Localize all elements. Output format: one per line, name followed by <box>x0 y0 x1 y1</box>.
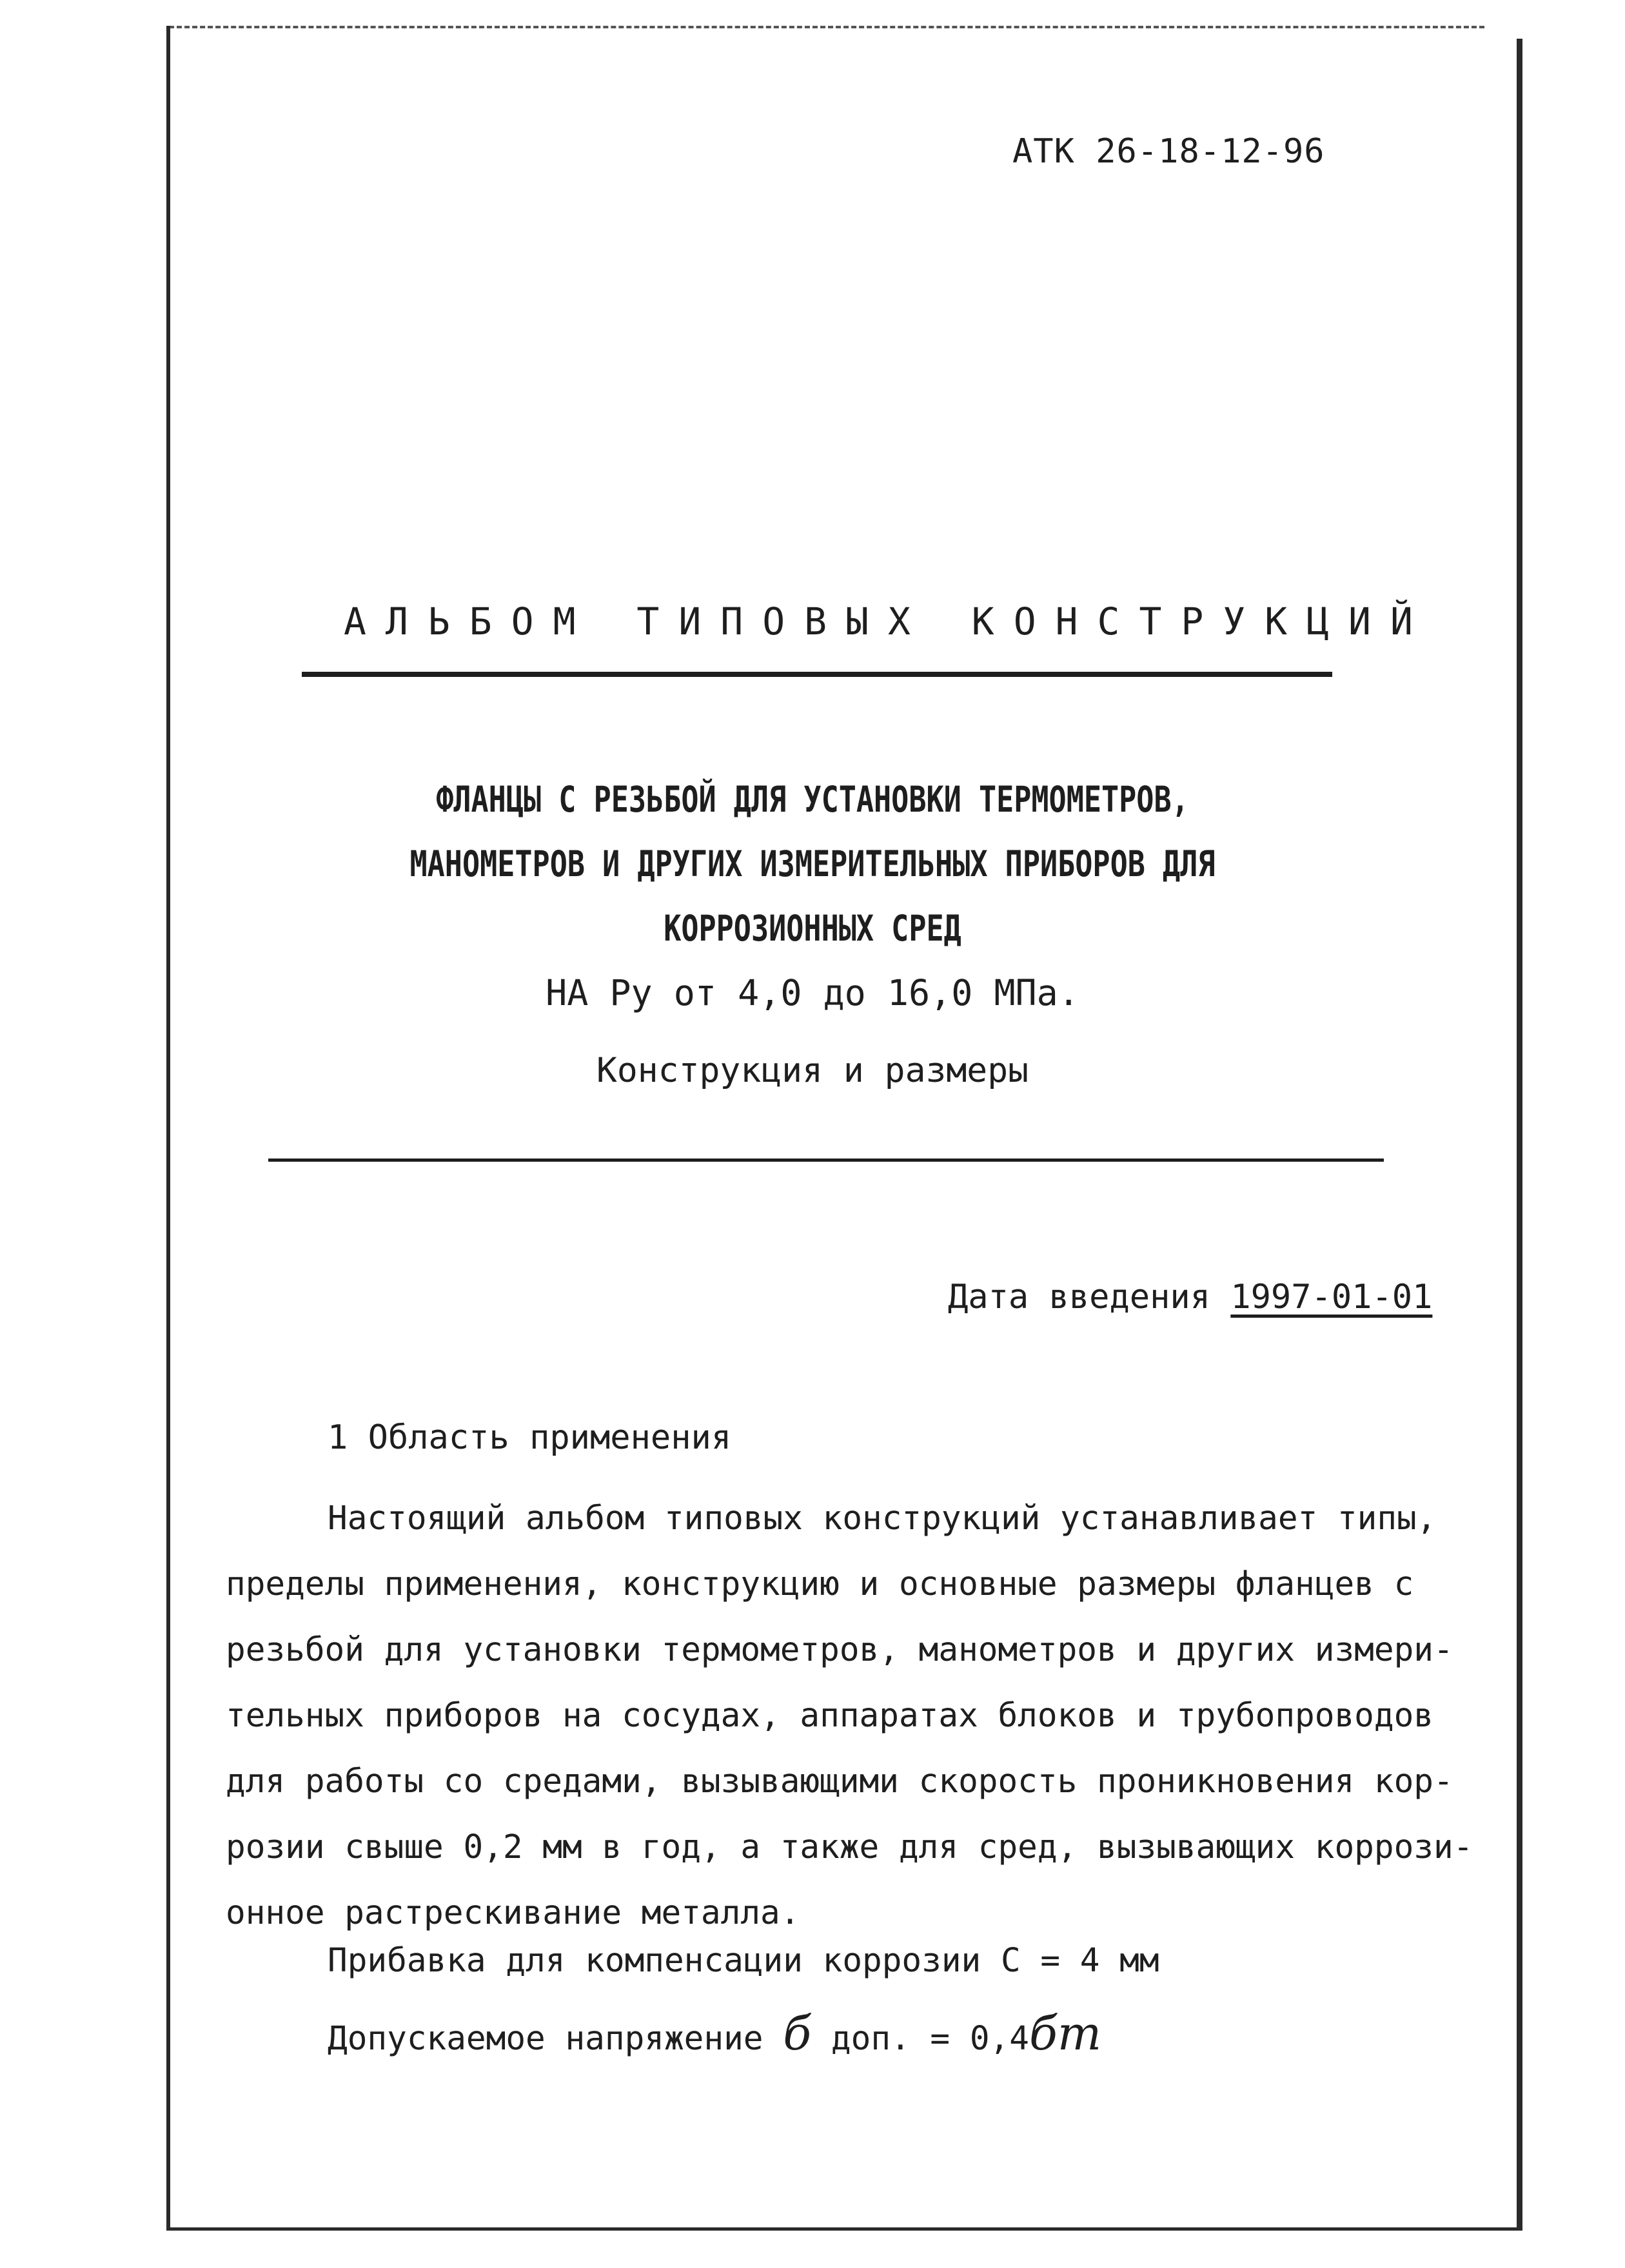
title-line-2: МАНОМЕТРОВ И ДРУГИХ ИЗМЕРИТЕЛЬНЫХ ПРИБОРОВ ДЛЯ <box>409 843 1216 885</box>
intro-date <box>948 1278 1432 1316</box>
frame-top-border <box>169 26 1484 28</box>
intro-date-label: Дата введения <box>948 1278 1210 1316</box>
title-line-1: ФЛАНЦЫ С РЕЗЬБОЙ ДЛЯ УСТАНОВКИ ТЕРМОМЕТРОВ, <box>436 779 1189 820</box>
stress-suffix-handwritten: бт <box>1029 2006 1102 2060</box>
stress-symbol-handwritten: б <box>783 2006 812 2060</box>
frame-right-border <box>1517 39 1522 2231</box>
paragraph-line: Настоящий альбом типовых конструкций устанавливает типы, <box>328 1500 1437 1538</box>
allowable-stress <box>328 2006 1101 2060</box>
frame-bottom-border <box>169 2227 1520 2231</box>
paragraph-line: розии свыше 0,2 мм в год, а также для сред, вызывающих коррози- <box>226 1828 1473 1866</box>
document-code: АТК 26-18-12-96 <box>1012 132 1325 171</box>
intro-date-value: 1997-01-01 <box>1230 1278 1433 1316</box>
section-paragraph <box>226 1486 1477 1946</box>
album-title: АЛЬБОМ ТИПОВЫХ КОНСТРУКЦИЙ <box>344 600 1432 643</box>
section-heading: 1 Область применения <box>328 1418 732 1457</box>
subtitle: Конструкция и размеры <box>596 1051 1029 1090</box>
paragraph-line: для работы со средами, вызывающими скорость проникновения кор- <box>226 1763 1453 1801</box>
stress-middle: доп. = 0,4 <box>831 2020 1029 2058</box>
title-line-4: НА Ру от 4,0 до 16,0 МПа. <box>546 972 1079 1013</box>
frame-left-border <box>166 26 170 2231</box>
corrosion-allowance: Прибавка для компенсации коррозии С = 4 мм <box>328 1942 1159 1980</box>
paragraph-line: тельных приборов на сосудах, аппаратах блоков и трубопроводов <box>226 1697 1433 1735</box>
stress-prefix: Допускаемое напряжение <box>328 2020 763 2058</box>
title-rule-top <box>302 672 1332 677</box>
paragraph-line: резьбой для установки термометров, манометров и других измери- <box>226 1631 1453 1669</box>
paragraph-line: пределы применения, конструкцию и основные размеры фланцев с <box>226 1565 1414 1603</box>
paragraph-line: онное растрескивание металла. <box>226 1894 800 1932</box>
title-line-3: КОРРОЗИОННЫХ СРЕД <box>664 908 961 949</box>
title-rule-bottom <box>268 1158 1384 1162</box>
